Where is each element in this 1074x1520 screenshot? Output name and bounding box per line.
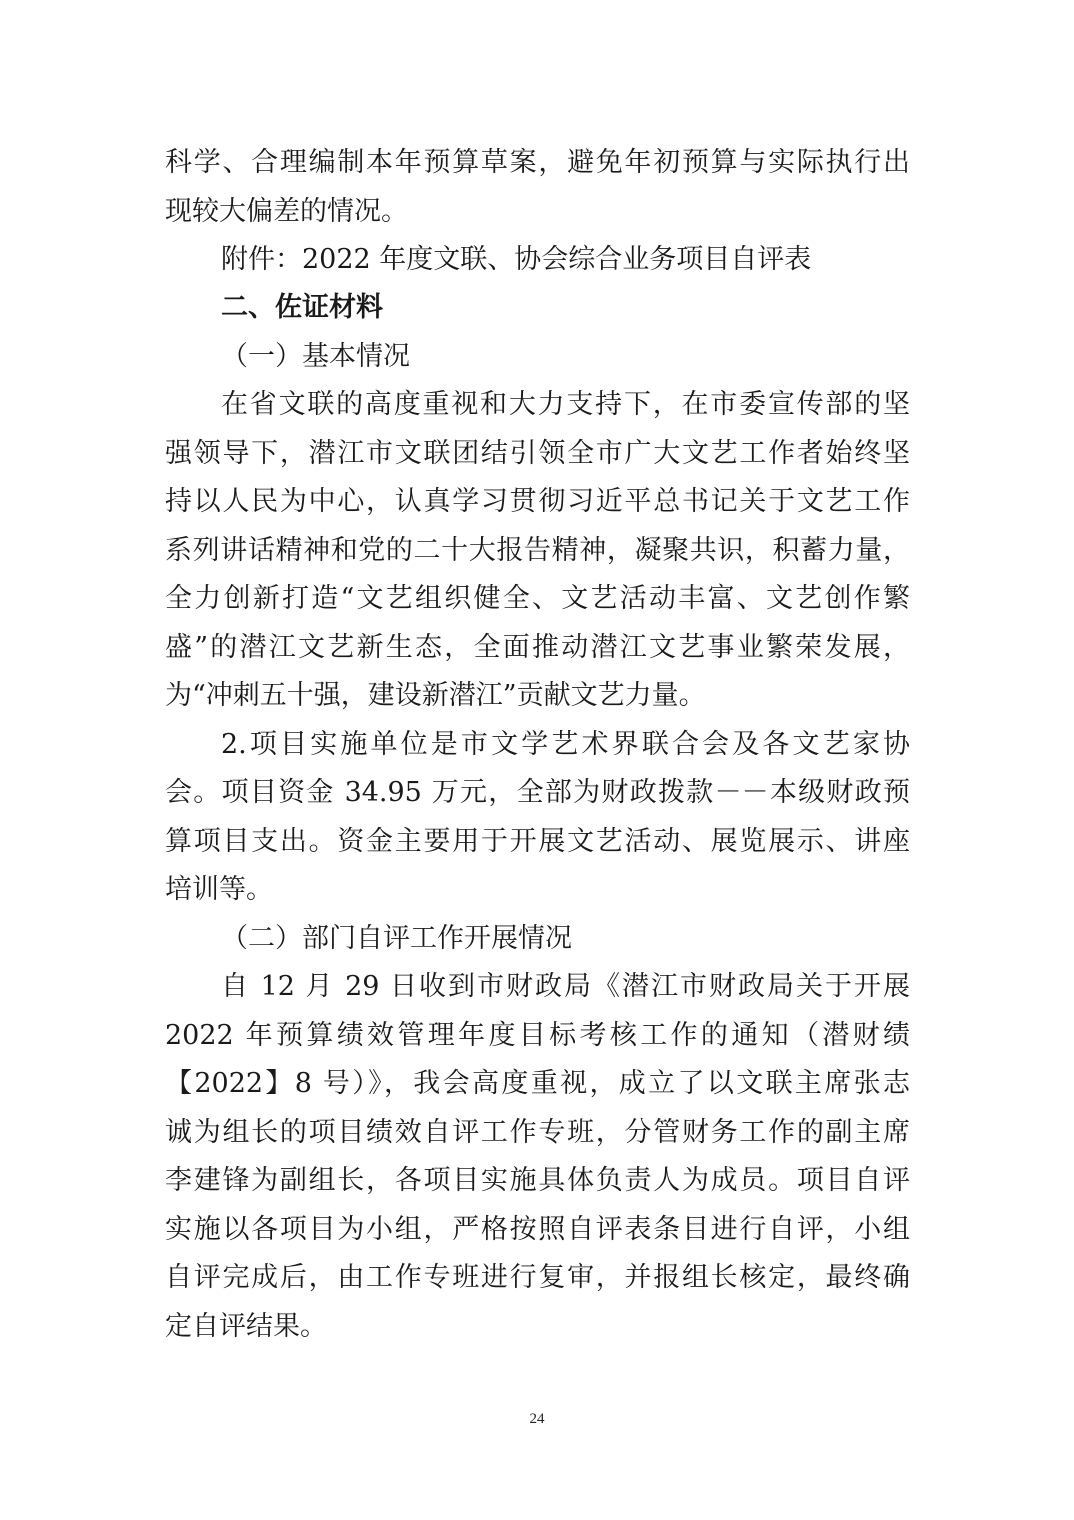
paragraph-line: 2022 年预算绩效管理年度目标考核工作的通知（潜财绩 <box>165 1020 910 1051</box>
paragraph-line: 持以人民为中心，认真学习贯彻习近平总书记关于文艺工作 <box>165 486 910 517</box>
paragraph-line: 强领导下，潜江市文联团结引领全市广大文艺工作者始终坚 <box>165 438 910 469</box>
subsection-heading: （二）部门自评工作开展情况 <box>221 923 572 954</box>
paragraph-line: 【2022】8 号）》，我会高度重视，成立了以文联主席张志 <box>165 1068 910 1099</box>
paragraph-line: 会。项目资金 34.95 万元，全部为财政拨款－－本级财政预 <box>165 777 910 808</box>
paragraph-line: 全力创新打造“文艺组织健全、文艺活动丰富、文艺创作繁 <box>165 583 910 614</box>
paragraph-line: 2.项目实施单位是市文学艺术界联合会及各文艺家协 <box>221 729 910 760</box>
paragraph-line: 算项目支出。资金主要用于开展文艺活动、展览展示、讲座 <box>165 826 910 857</box>
paragraph-line: 现较大偏差的情况。 <box>165 196 408 227</box>
paragraph-line: 科学、合理编制本年预算草案，避免年初预算与实际执行出 <box>165 147 910 178</box>
section-heading: 二、佐证材料 <box>221 292 383 323</box>
paragraph-line: 实施以各项目为小组，严格按照自评表条目进行自评，小组 <box>165 1214 910 1245</box>
paragraph-line: 李建锋为副组长，各项目实施具体负责人为成员。项目自评 <box>165 1165 910 1196</box>
paragraph-line: 在省文联的高度重视和大力支持下，在市委宣传部的坚 <box>221 389 910 420</box>
paragraph-line: 自 12 月 29 日收到市财政局《潜江市财政局关于开展 <box>221 971 910 1002</box>
paragraph-line: 为“冲刺五十强，建设新潜江”贡献文艺力量。 <box>165 680 706 711</box>
paragraph-line: 自评完成后，由工作专班进行复审，并报组长核定，最终确 <box>165 1262 910 1293</box>
paragraph-line: 诚为组长的项目绩效自评工作专班，分管财务工作的副主席 <box>165 1117 910 1148</box>
subsection-heading: （一）基本情况 <box>221 341 410 372</box>
attachment-line: 附件：2022 年度文联、协会综合业务项目自评表 <box>221 244 812 275</box>
paragraph-line: 盛”的潜江文艺新生态，全面推动潜江文艺事业繁荣发展， <box>165 632 910 663</box>
paragraph-line: 定自评结果。 <box>165 1311 327 1342</box>
paragraph-line: 培训等。 <box>165 874 273 905</box>
paragraph-line: 系列讲话精神和党的二十大报告精神，凝聚共识，积蓄力量， <box>165 535 910 566</box>
page-number: 24 <box>529 1411 545 1427</box>
